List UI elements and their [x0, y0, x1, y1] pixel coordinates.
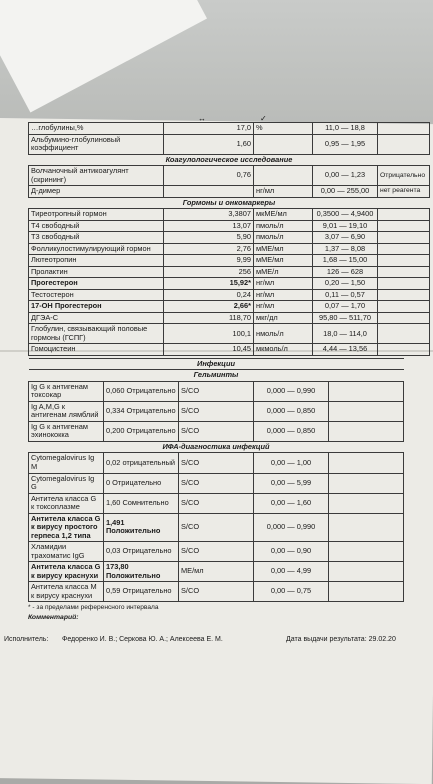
table-row — [29, 344, 430, 356]
test-note — [378, 301, 430, 313]
test-note — [329, 542, 404, 562]
table-row — [29, 493, 404, 513]
reference-range: 1,37 — 8,08 — [313, 243, 378, 255]
test-name: Хламидии трахоматис IgG — [29, 542, 104, 562]
test-value: 0,334 Отрицательно — [104, 401, 179, 421]
table-row — [29, 289, 430, 301]
reference-range: 0,11 — 0,57 — [313, 289, 378, 301]
section-header-infections — [29, 358, 404, 370]
test-unit: S/CO — [179, 381, 254, 401]
test-name: Ig G к антигенам токсокар — [29, 381, 104, 401]
table-row — [29, 401, 404, 421]
test-value: 1,60 — [164, 134, 254, 154]
reference-range: 0,00 — 255,00 — [313, 186, 378, 198]
table-row — [29, 473, 404, 493]
reference-range: 0,000 — 0,990 — [254, 513, 329, 542]
test-name: Гомоцистеин — [29, 344, 164, 356]
test-value: 17,0 — [164, 123, 254, 135]
test-note — [329, 421, 404, 441]
table-row — [29, 123, 430, 135]
test-name: Т4 свободный — [29, 220, 164, 232]
test-note — [378, 220, 430, 232]
test-note — [378, 289, 430, 301]
test-name: Волчаночный антикоагулянт (скрининг) — [29, 166, 164, 186]
table-row — [29, 186, 430, 198]
section-header-hormones — [29, 197, 430, 209]
reference-range: 0,000 — 0,850 — [254, 401, 329, 421]
reference-range: 18,0 — 114,0 — [313, 324, 378, 344]
test-value: 9,99 — [164, 255, 254, 267]
table-row — [29, 513, 404, 542]
reference-range: 4,44 — 13,56 — [313, 344, 378, 356]
table-row — [29, 278, 430, 290]
test-value: 0,59 Отрицательно — [104, 582, 179, 602]
section-title: Коагулологическое исследование — [29, 154, 430, 166]
results-table — [28, 122, 430, 356]
test-value: 0,76 — [164, 166, 254, 186]
table-row — [29, 301, 430, 313]
table-row — [29, 266, 430, 278]
footnote: * - за пределами референсного интервала — [28, 604, 159, 612]
test-unit — [254, 166, 313, 186]
test-value: 0,24 — [164, 289, 254, 301]
section-title: ИФА-диагностика инфекций — [29, 441, 404, 453]
performer-label: Исполнитель: — [4, 635, 49, 643]
reference-range: 9,01 — 19,10 — [313, 220, 378, 232]
comment-label: Комментарий: — [28, 613, 79, 621]
test-unit: S/CO — [179, 401, 254, 421]
table-row — [29, 324, 430, 344]
test-name: Прогестерон — [29, 278, 164, 290]
test-name: Антитела класса М к вирусу краснухи — [29, 582, 104, 602]
table-row — [29, 562, 404, 582]
reference-range: 0,00 — 0,75 — [254, 582, 329, 602]
test-name: ДГЭА-С — [29, 312, 164, 324]
test-unit: S/CO — [179, 473, 254, 493]
infections-table — [28, 358, 404, 602]
test-value: 15,92* — [164, 278, 254, 290]
test-unit: S/CO — [179, 421, 254, 441]
test-value: 1,60 Сомнительно — [104, 493, 179, 513]
lab-report — [4, 114, 426, 648]
test-name: Тиреотропный гормон — [29, 209, 164, 221]
table-row — [29, 255, 430, 267]
test-unit: мМЕ/мл — [254, 243, 313, 255]
test-value: 5,90 — [164, 232, 254, 244]
test-note — [329, 513, 404, 542]
reference-range: 0,000 — 0,990 — [254, 381, 329, 401]
test-name: Глобулин, связывающий половые гормоны (ГСПГ) — [29, 324, 164, 344]
handwritten-marks — [198, 114, 338, 124]
test-unit: мкг/дл — [254, 312, 313, 324]
reference-range: 0,00 — 1,00 — [254, 453, 329, 473]
reference-range: 0,3500 — 4,9400 — [313, 209, 378, 221]
test-name: Пролактин — [29, 266, 164, 278]
test-value: 118,70 — [164, 312, 254, 324]
section-title: Гормоны и онкомаркеры — [29, 197, 430, 209]
test-name: Антитела класса G к вирусу простого герпеса 1,2 типа — [29, 513, 104, 542]
test-name: Фолликулостимулирующий гормон — [29, 243, 164, 255]
reference-range: 0,00 — 1,60 — [254, 493, 329, 513]
test-unit: нг/мл — [254, 186, 313, 198]
test-value: 0,060 Отрицательно — [104, 381, 179, 401]
table-row — [29, 312, 430, 324]
test-note — [329, 493, 404, 513]
test-value: 0 Отрицательно — [104, 473, 179, 493]
test-value: 0,200 Отрицательно — [104, 421, 179, 441]
issue-date: Дата выдачи результата: 29.02.20 — [286, 635, 396, 643]
test-name: 17-ОН Прогестерон — [29, 301, 164, 313]
reference-range: 0,20 — 1,50 — [313, 278, 378, 290]
test-value: 0,03 Отрицательно — [104, 542, 179, 562]
section-header-coag — [29, 154, 430, 166]
reference-range: 11,0 — 18,8 — [313, 123, 378, 135]
test-note — [378, 232, 430, 244]
test-name: Д-димер — [29, 186, 164, 198]
test-note — [378, 278, 430, 290]
reference-range: 126 — 628 — [313, 266, 378, 278]
table-row — [29, 220, 430, 232]
test-value: 1,491 Положительно — [104, 513, 179, 542]
test-unit: нг/мл — [254, 301, 313, 313]
section-header-ifa — [29, 441, 404, 453]
test-value: 10,45 — [164, 344, 254, 356]
test-value: 2,66* — [164, 301, 254, 313]
reference-range: 0,07 — 1,70 — [313, 301, 378, 313]
section-title: Гельминты — [29, 370, 404, 382]
section-title: Инфекции — [29, 358, 404, 370]
test-unit: мМЕ/л — [254, 266, 313, 278]
reference-range: 0,00 — 5,99 — [254, 473, 329, 493]
test-name: Лютеотропин — [29, 255, 164, 267]
test-name: Альбумино-глобулиновый коэффициент — [29, 134, 164, 154]
reference-range: 95,80 — 511,70 — [313, 312, 378, 324]
test-unit: мМЕ/мл — [254, 255, 313, 267]
test-note — [378, 209, 430, 221]
test-unit: S/CO — [179, 453, 254, 473]
test-unit: S/CO — [179, 493, 254, 513]
table-row — [29, 421, 404, 441]
test-name: Cytomegalovirus Ig M — [29, 453, 104, 473]
test-note — [329, 473, 404, 493]
table-row — [29, 166, 430, 186]
pen-mark: ↔ — [198, 114, 206, 123]
table-row — [29, 232, 430, 244]
test-value: 13,07 — [164, 220, 254, 232]
test-note: нет реагента — [378, 186, 430, 198]
test-value: 3,3807 — [164, 209, 254, 221]
reference-range: 0,00 — 1,23 — [313, 166, 378, 186]
test-value: 256 — [164, 266, 254, 278]
test-name: Т3 свободный — [29, 232, 164, 244]
report-footer — [4, 635, 426, 648]
reference-range: 0,00 — 4,99 — [254, 562, 329, 582]
test-unit: % — [254, 123, 313, 135]
test-note — [378, 134, 430, 154]
test-unit — [254, 134, 313, 154]
test-value: 173,80 Положительно — [104, 562, 179, 582]
test-note — [378, 266, 430, 278]
table-row — [29, 453, 404, 473]
table-row — [29, 542, 404, 562]
test-unit: нг/мл — [254, 278, 313, 290]
reference-range: 1,68 — 15,00 — [313, 255, 378, 267]
test-name: Антитела класса G к токсоплазме — [29, 493, 104, 513]
test-value: 0,02 отрицательный — [104, 453, 179, 473]
table-row — [29, 209, 430, 221]
test-unit: МЕ/мл — [179, 562, 254, 582]
test-note: Отрицательно — [378, 166, 430, 186]
test-name: …глобулины,% — [29, 123, 164, 135]
table-row — [29, 134, 430, 154]
test-name: Ig A,M,G к антигенам лямблий — [29, 401, 104, 421]
test-unit: S/CO — [179, 582, 254, 602]
test-unit: пмоль/л — [254, 220, 313, 232]
reference-range: 0,00 — 0,90 — [254, 542, 329, 562]
test-name: Антитела класса G к вирусу краснухи — [29, 562, 104, 582]
table-row — [29, 381, 404, 401]
test-value: 2,76 — [164, 243, 254, 255]
test-name: Cytomegalovirus Ig G — [29, 473, 104, 493]
test-note — [329, 453, 404, 473]
test-note — [329, 401, 404, 421]
test-value: 100,1 — [164, 324, 254, 344]
test-unit: нмоль/л — [254, 324, 313, 344]
table-row — [29, 582, 404, 602]
test-unit: мкмоль/л — [254, 344, 313, 356]
test-note — [329, 582, 404, 602]
test-note — [378, 324, 430, 344]
reference-range: 0,000 — 0,850 — [254, 421, 329, 441]
test-note — [378, 312, 430, 324]
test-unit: пмоль/л — [254, 232, 313, 244]
test-value — [164, 186, 254, 198]
reference-range: 3,07 — 6,90 — [313, 232, 378, 244]
reference-range: 0,95 — 1,95 — [313, 134, 378, 154]
test-unit: S/CO — [179, 542, 254, 562]
test-name: Тестостерон — [29, 289, 164, 301]
test-note — [378, 123, 430, 135]
test-unit: нг/мл — [254, 289, 313, 301]
table-row — [29, 243, 430, 255]
test-note — [378, 243, 430, 255]
test-note — [329, 562, 404, 582]
test-note — [378, 344, 430, 356]
performer-names: Федоренко И. В.; Серкова Ю. А.; Алексеева Е. М. — [62, 635, 223, 643]
test-note — [378, 255, 430, 267]
test-note — [329, 381, 404, 401]
test-name: Ig G к антигенам эхинококка — [29, 421, 104, 441]
test-unit: мкМЕ/мл — [254, 209, 313, 221]
section-header-helminths — [29, 370, 404, 382]
test-unit: S/CO — [179, 513, 254, 542]
pen-mark: ✓ — [260, 114, 267, 123]
